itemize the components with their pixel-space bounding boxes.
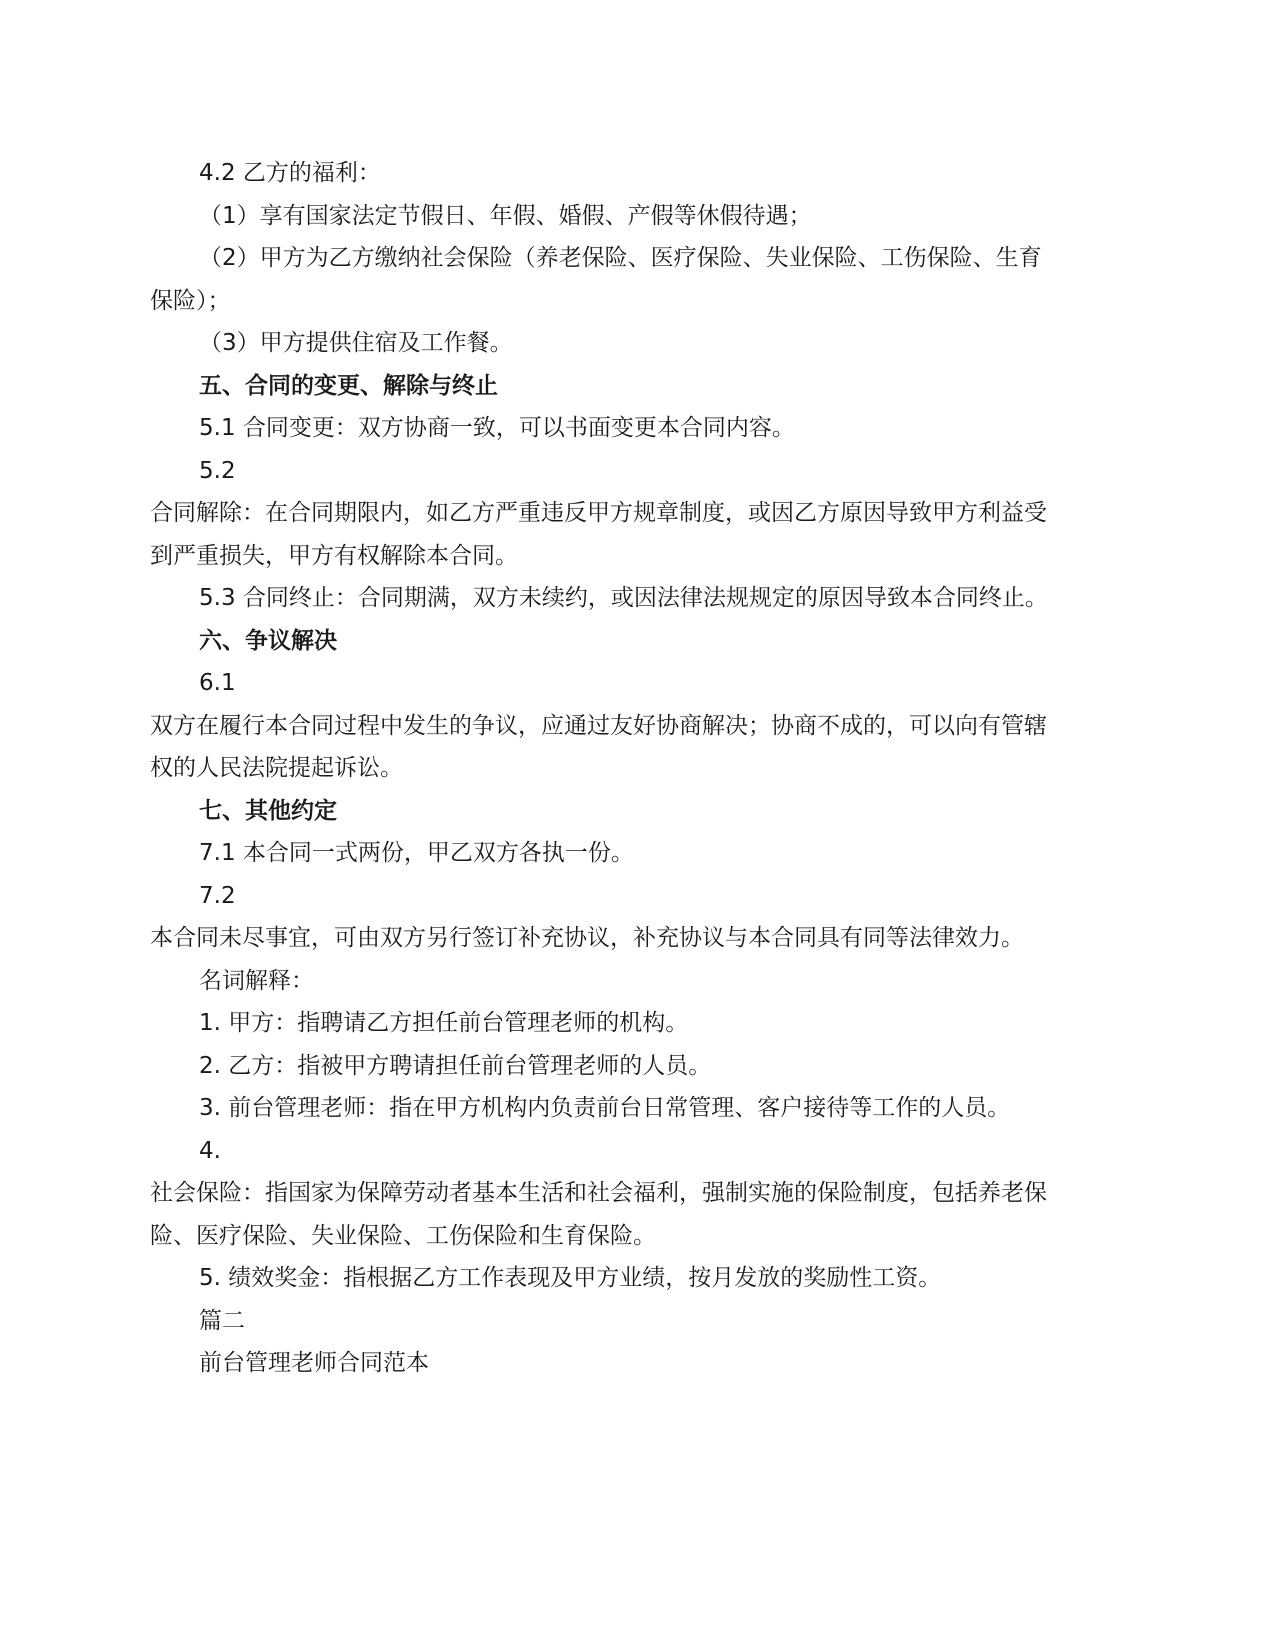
- welfare-item-2-cont: 保险）；: [150, 287, 231, 314]
- glossary-item-1: 1. 甲方：指聘请乙方担任前台管理老师的机构。: [199, 1010, 689, 1036]
- section-5-heading: 五、合同的变更、解除与终止: [199, 372, 498, 399]
- clause-5-2-number: 5.2: [199, 457, 236, 484]
- clause-7-2-text: 本合同未尽事宜，可由双方另行签订补充协议，补充协议与本合同具有同等法律效力。: [150, 925, 1024, 951]
- clause-5-1: 5.1 合同变更：双方协商一致，可以书面变更本合同内容。: [199, 415, 795, 441]
- section-7-heading: 七、其他约定: [199, 797, 337, 824]
- glossary-item-2: 2. 乙方：指被甲方聘请担任前台管理老师的人员。: [199, 1052, 712, 1079]
- welfare-item-1: （1）享有国家法定节假日、年假、婚假、产假等休假待遇；: [199, 202, 812, 229]
- welfare-item-3: （3）甲方提供住宿及工作餐。: [199, 330, 513, 356]
- clause-6-1-text: 双方在履行本合同过程中发生的争议，应通过友好协商解决；协商不成的，可以向有管辖: [150, 712, 1047, 739]
- clause-6-1-number: 6.1: [199, 670, 236, 696]
- glossary-item-3: 3. 前台管理老师：指在甲方机构内负责前台日常管理、客户接待等工作的人员。: [199, 1095, 1011, 1121]
- part-two-label: 篇二: [199, 1307, 245, 1334]
- welfare-heading: 4.2 乙方的福利：: [199, 160, 381, 186]
- document-body: [150, 152, 1125, 1385]
- clause-7-2-number: 7.2: [199, 882, 236, 909]
- glossary-item-4-text: 社会保险：指国家为保障劳动者基本生活和社会福利，强制实施的保险制度，包括养老保: [150, 1180, 1047, 1206]
- clause-5-2-text: 合同解除：在合同期限内，如乙方严重违反甲方规章制度，或因乙方原因导致甲方利益受: [150, 500, 1047, 526]
- clause-7-1: 7.1 本合同一式两份，甲乙双方各执一份。: [199, 840, 634, 866]
- glossary-item-4-text-cont: 险、医疗保险、失业保险、工伤保险和生育保险。: [150, 1222, 656, 1249]
- welfare-item-2: （2）甲方为乙方缴纳社会保险（养老保险、医疗保险、失业保险、工伤保险、生育: [199, 245, 1042, 271]
- glossary-heading: 名词解释：: [199, 967, 314, 994]
- clause-5-3: 5.3 合同终止：合同期满，双方未续约，或因法律法规规定的原因导致本合同终止。: [199, 585, 1048, 611]
- part-two-title: 前台管理老师合同范本: [199, 1350, 429, 1376]
- glossary-item-5: 5. 绩效奖金：指根据乙方工作表现及甲方业绩，按月发放的奖励性工资。: [199, 1265, 942, 1291]
- glossary-item-4-number: 4.: [199, 1137, 221, 1164]
- clause-6-1-text-cont: 权的人民法院提起诉讼。: [150, 755, 403, 781]
- clause-5-2-text-cont: 到严重损失，甲方有权解除本合同。: [150, 542, 518, 569]
- section-6-heading: 六、争议解决: [199, 627, 337, 654]
